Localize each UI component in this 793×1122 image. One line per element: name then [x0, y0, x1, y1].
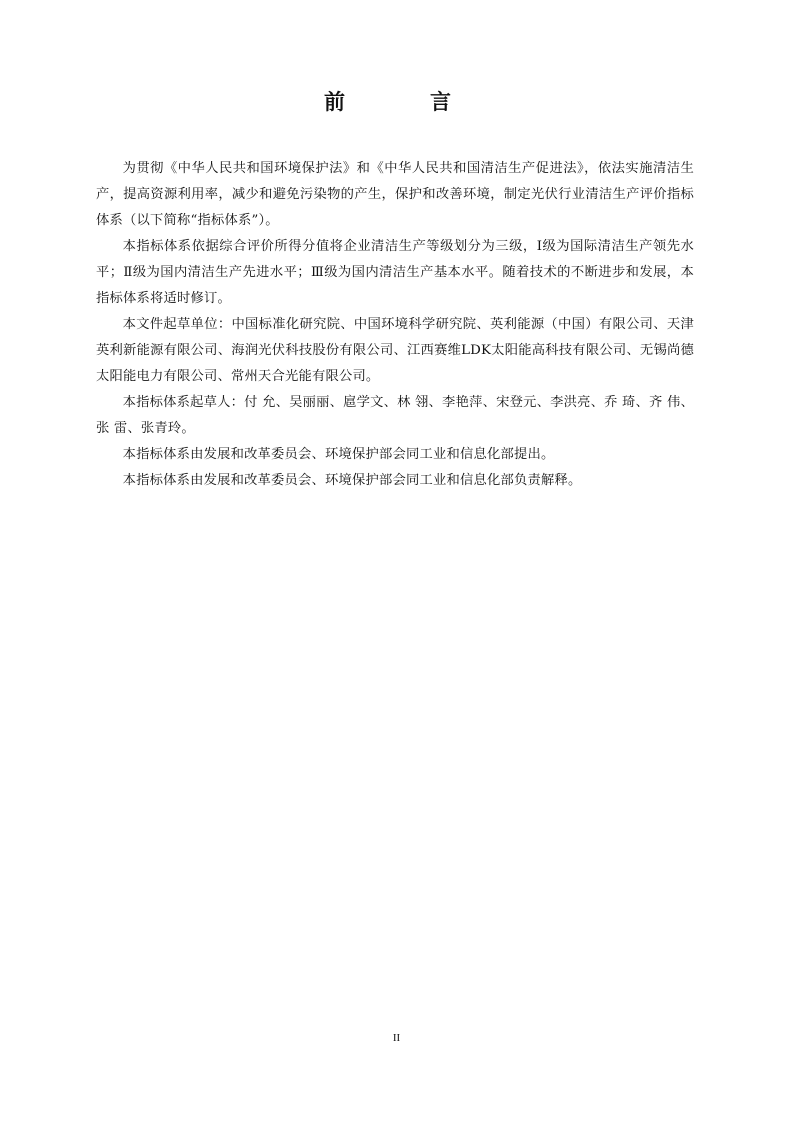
- page-title: [0, 86, 793, 118]
- page-number: II: [392, 1032, 401, 1044]
- paragraph-drafting-units: 本文件起草单位：中国标准化研究院、中国环境科学研究院、英利能源（中国）有限公司、天津英利新能源有限公司、海润光伏科技股份有限公司、江西赛维LDK太阳能高科技有限公司、无锡尚德太阳能电力有限公司、常州天合光能有限公司。: [96, 317, 694, 384]
- paragraph-grading: 本指标体系依据综合评价所得分值将企业清洁生产等级划分为三级，Ⅰ级为国际清洁生产领先水平；Ⅱ级为国内清洁生产先进水平；Ⅲ级为国内清洁生产基本水平。随着技术的不断进步和发展，本指标体系将适时修订。: [96, 239, 694, 306]
- title-char-1: 前: [324, 90, 345, 114]
- title-char-2: 言: [430, 90, 451, 114]
- paragraph-drafters: 本指标体系起草人：付 允、吴丽丽、扈学文、林 翎、李艳萍、宋登元、李洪亮、乔 琦、齐 伟、张 雷、张青玲。: [96, 395, 694, 436]
- preface-body: [96, 156, 694, 494]
- paragraph-interpreted-by: 本指标体系由发展和改革委员会、环境保护部会同工业和信息化部负责解释。: [122, 473, 582, 488]
- paragraph-proposed-by: 本指标体系由发展和改革委员会、环境保护部会同工业和信息化部提出。: [122, 447, 555, 462]
- paragraph-purpose: 为贯彻《中华人民共和国环境保护法》和《中华人民共和国清洁生产促进法》，依法实施清洁生产，提高资源利用率，减少和避免污染物的产生，保护和改善环境，制定光伏行业清洁生产评价指标体系（以下简称“指标体系”）。: [96, 161, 694, 228]
